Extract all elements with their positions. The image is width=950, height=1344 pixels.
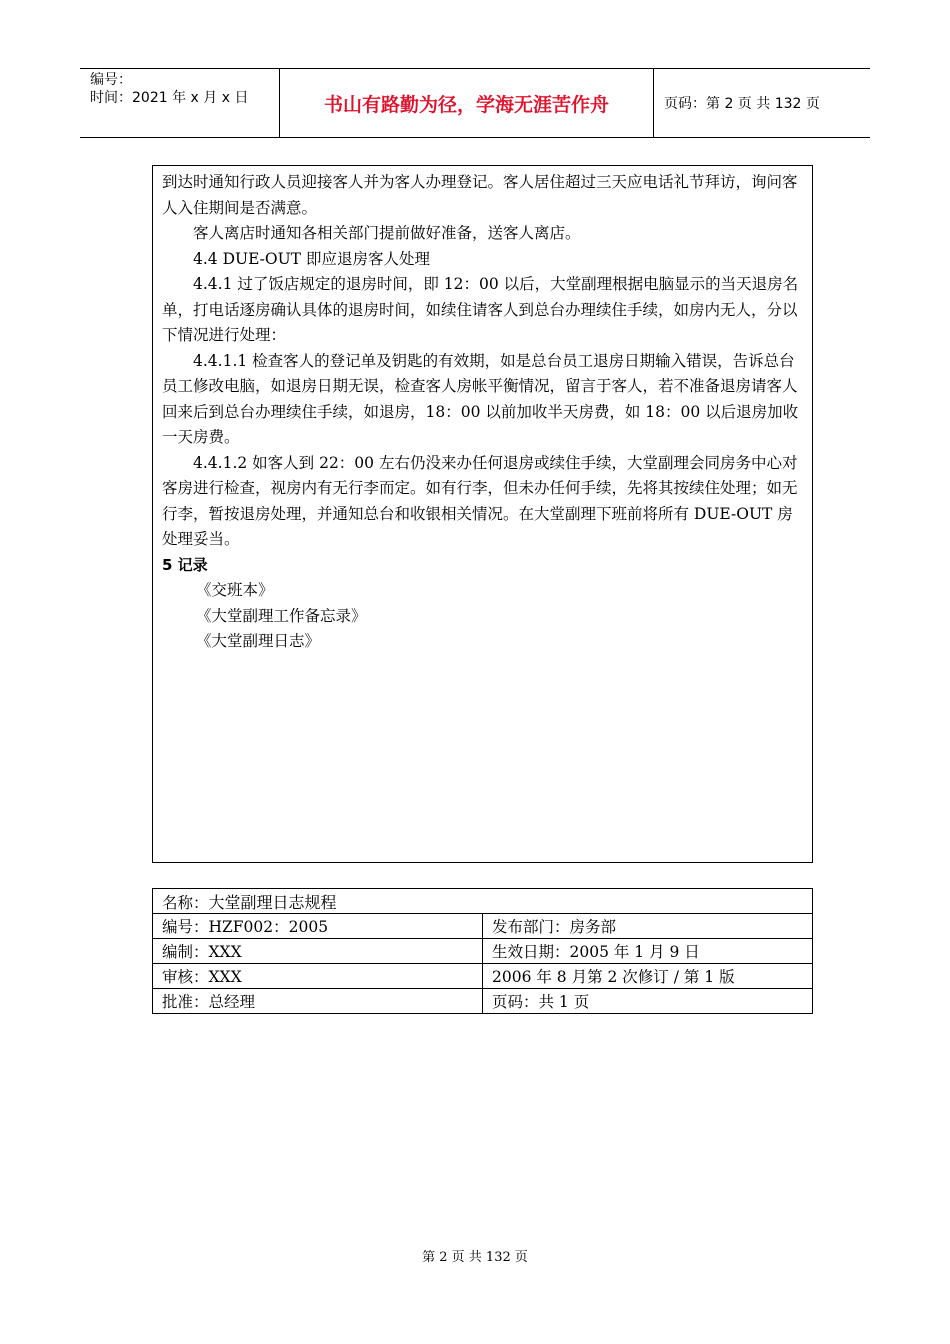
record-item: 《交班本》 (196, 581, 274, 599)
dept-cell: 发布部门：房务部 (483, 914, 813, 939)
approver-cell: 批准：总经理 (153, 989, 483, 1014)
table-row (153, 964, 813, 989)
revision-cell: 2006 年 8 月第 2 次修订 / 第 1 版 (483, 964, 813, 989)
table-row (153, 939, 813, 964)
reviewer-cell: 审核：XXX (153, 964, 483, 989)
table-row (153, 989, 813, 1014)
number-label: 编号： (90, 72, 132, 88)
page-footer: 第 2 页 共 132 页 (422, 1250, 528, 1265)
content-box (152, 165, 813, 863)
document-info-table (152, 888, 813, 1014)
header-page-label: 页码：第 2 页 共 132 页 (664, 96, 820, 112)
paragraph: 4.4.1.2 如客人到 22：00 左右仍没来办任何退房或续住手续，大堂副理会同房务中心对客房进行检查，视房内有无行李而定。如有行李，但未办任何手续，先将其按续住处理；如无行李，暂按退房处理，并通知总台和收银相关情况。在大堂副理下班前将所有 DUE-OUT 房处理妥当。 (162, 453, 798, 548)
effective-cell: 生效日期：2005 年 1 月 9 日 (483, 939, 813, 964)
record-item: 《大堂副理工作备忘录》 (196, 606, 367, 625)
code-cell: 编号：HZF002：2005 (153, 914, 483, 939)
page-header (80, 68, 870, 138)
paragraph: 4.4.1 过了饭店规定的退房时间，即 12：00 以后，大堂副理根据电脑显示的当天退房名单，打电话逐房确认具体的退房时间，如续住请客人到总台办理续住手续，如房内无人，分以下情况进行处理： (162, 275, 799, 344)
paragraph: 4.4.1.1 检查客人的登记单及钥匙的有效期，如是总台员工退房日期输入错误，告诉总台员工修改电脑，如退房日期无误，检查客人房帐平衡情况，留言于客人，若不准备退房请客人回来后到总台办理续住手续，如退房，18：00 以前加收半天房费，如 18：00 以后退房加收一天房费。 (162, 351, 799, 446)
paragraph: 到达时通知行政人员迎接客人并为客人办理登记。客人居住超过三天应电话礼节拜访，询问客人入住期间是否满意。 (162, 173, 798, 217)
author-cell: 编制：XXX (153, 939, 483, 964)
table-row (153, 914, 813, 939)
time-label: 时间：2021 年 x 月 x 日 (90, 90, 249, 106)
name-value: 大堂副理日志规程 (208, 892, 337, 912)
header-meta (80, 69, 280, 137)
table-row (153, 889, 813, 914)
pages-cell: 页码：共 1 页 (483, 989, 813, 1014)
motto: 书山有路勤为径，学海无涯苦作舟 (280, 69, 654, 137)
name-cell (153, 889, 813, 914)
paragraph: 4.4 DUE-OUT 即应退房客人处理 (193, 249, 430, 268)
paragraph: 客人离店时通知各相关部门提前做好准备，送客人离店。 (193, 224, 581, 242)
name-label: 名称： (162, 893, 209, 912)
section-title: 5 记录 (162, 555, 208, 574)
record-item: 《大堂副理日志》 (196, 632, 321, 650)
